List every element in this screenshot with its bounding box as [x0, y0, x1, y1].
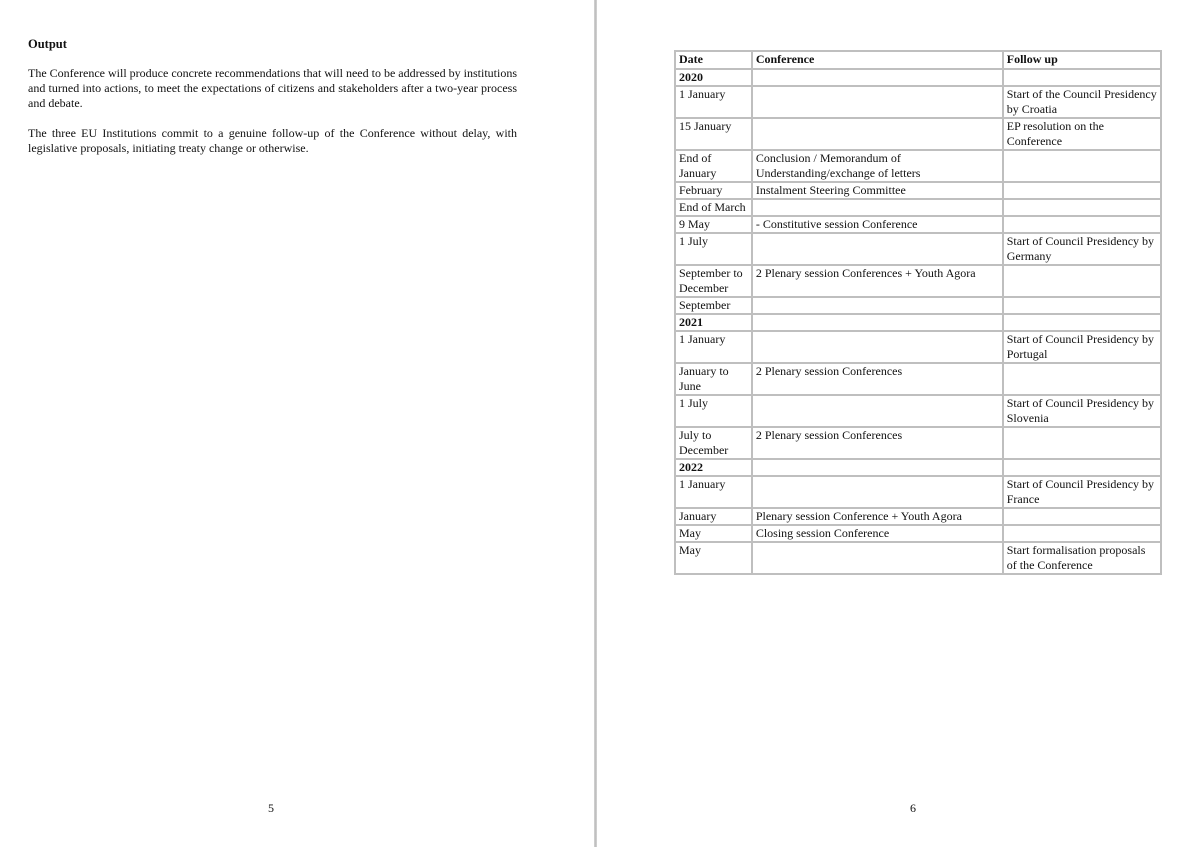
follow-up-cell: [1003, 216, 1161, 233]
column-header-date: Date: [675, 51, 752, 69]
empty-cell: [1003, 69, 1161, 86]
table-row: [675, 233, 1161, 265]
date-cell: May: [675, 542, 752, 574]
left-page: [0, 0, 594, 847]
table-row: [675, 118, 1161, 150]
conference-cell: [752, 331, 1003, 363]
column-header-conference: Conference: [752, 51, 1003, 69]
conference-cell: [752, 395, 1003, 427]
empty-cell: [752, 459, 1003, 476]
date-cell: 1 January: [675, 331, 752, 363]
conference-cell: [752, 118, 1003, 150]
conference-cell: - Constitutive session Conference: [752, 216, 1003, 233]
date-cell: 1 July: [675, 233, 752, 265]
date-cell: January to June: [675, 363, 752, 395]
follow-up-cell: Start of Council Presidency by France: [1003, 476, 1161, 508]
section-heading: Output: [28, 37, 67, 51]
table-row: [675, 265, 1161, 297]
follow-up-cell: [1003, 150, 1161, 182]
right-page: [597, 0, 1200, 847]
year-cell: 2020: [675, 69, 752, 86]
date-cell: September to December: [675, 265, 752, 297]
follow-up-cell: Start of Council Presidency by Germany: [1003, 233, 1161, 265]
conference-cell: 2 Plenary session Conferences: [752, 363, 1003, 395]
date-cell: January: [675, 508, 752, 525]
table-row: [675, 199, 1161, 216]
table-row: [675, 150, 1161, 182]
date-cell: February: [675, 182, 752, 199]
follow-up-cell: [1003, 508, 1161, 525]
follow-up-cell: Start of the Council Presidency by Croatia: [1003, 86, 1161, 118]
date-cell: 1 January: [675, 476, 752, 508]
date-cell: 15 January: [675, 118, 752, 150]
table-row: [675, 476, 1161, 508]
table-row: [675, 525, 1161, 542]
follow-up-cell: [1003, 199, 1161, 216]
conference-cell: [752, 233, 1003, 265]
year-row: [675, 314, 1161, 331]
follow-up-cell: [1003, 525, 1161, 542]
schedule-table: [674, 50, 1162, 575]
conference-cell: Plenary session Conference + Youth Agora: [752, 508, 1003, 525]
year-row: [675, 69, 1161, 86]
empty-cell: [1003, 314, 1161, 331]
date-cell: May: [675, 525, 752, 542]
conference-cell: [752, 86, 1003, 118]
follow-up-cell: [1003, 427, 1161, 459]
table-header-row: [675, 51, 1161, 69]
date-cell: July to December: [675, 427, 752, 459]
date-cell: 9 May: [675, 216, 752, 233]
conference-cell: [752, 297, 1003, 314]
date-cell: 1 July: [675, 395, 752, 427]
table-row: [675, 427, 1161, 459]
table-row: [675, 508, 1161, 525]
empty-cell: [752, 314, 1003, 331]
page-number-right: 6: [910, 801, 916, 815]
year-cell: 2021: [675, 314, 752, 331]
table-row: [675, 216, 1161, 233]
year-cell: 2022: [675, 459, 752, 476]
date-cell: 1 January: [675, 86, 752, 118]
table-row: [675, 395, 1161, 427]
conference-cell: [752, 476, 1003, 508]
table-row: [675, 182, 1161, 199]
follow-up-cell: [1003, 363, 1161, 395]
table-row: [675, 542, 1161, 574]
follow-up-cell: [1003, 297, 1161, 314]
column-header-follow-up: Follow up: [1003, 51, 1161, 69]
table-row: [675, 86, 1161, 118]
follow-up-cell: Start of Council Presidency by Slovenia: [1003, 395, 1161, 427]
page-number-left: 5: [268, 801, 274, 815]
follow-up-cell: Start formalisation proposals of the Conference: [1003, 542, 1161, 574]
empty-cell: [1003, 459, 1161, 476]
follow-up-cell: EP resolution on the Conference: [1003, 118, 1161, 150]
conference-cell: 2 Plenary session Conferences + Youth Agora: [752, 265, 1003, 297]
date-cell: September: [675, 297, 752, 314]
follow-up-cell: Start of Council Presidency by Portugal: [1003, 331, 1161, 363]
conference-cell: Instalment Steering Committee: [752, 182, 1003, 199]
conference-cell: [752, 199, 1003, 216]
year-row: [675, 459, 1161, 476]
date-cell: End of January: [675, 150, 752, 182]
table-row: [675, 297, 1161, 314]
output-paragraph-2: The three EU Institutions commit to a genuine follow-up of the Conference without delay, with legislative proposals, initiating treaty change or otherwise.: [28, 126, 517, 155]
conference-cell: 2 Plenary session Conferences: [752, 427, 1003, 459]
conference-cell: [752, 542, 1003, 574]
follow-up-cell: [1003, 182, 1161, 199]
conference-cell: Closing session Conference: [752, 525, 1003, 542]
table-row: [675, 331, 1161, 363]
conference-cell: Conclusion / Memorandum of Understanding/exchange of letters: [752, 150, 1003, 182]
table-row: [675, 363, 1161, 395]
empty-cell: [752, 69, 1003, 86]
output-paragraph-1: The Conference will produce concrete recommendations that will need to be addressed by institutions and turned into actions, to meet the expectations of citizens and stakeholders after a two-year process and debate.: [28, 66, 517, 110]
date-cell: End of March: [675, 199, 752, 216]
follow-up-cell: [1003, 265, 1161, 297]
